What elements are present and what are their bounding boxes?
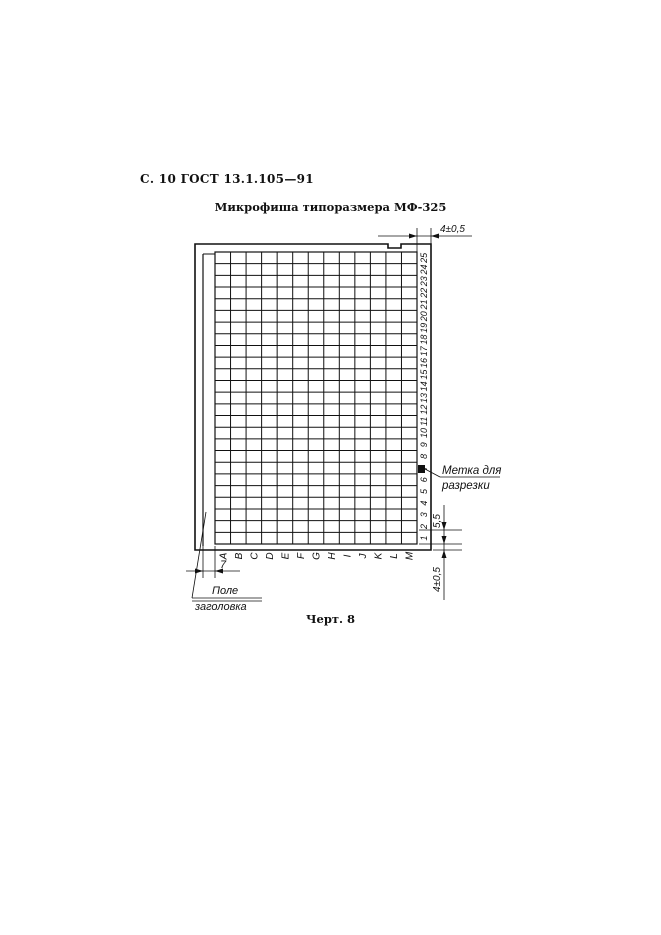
column-label: A	[218, 552, 230, 560]
column-label: M	[404, 551, 416, 561]
row-label: 25	[419, 252, 429, 263]
row-label: 15	[419, 369, 429, 380]
row-label: 4	[419, 500, 429, 506]
row-label: 21	[419, 299, 429, 310]
cut-mark-label-1: Метка для	[442, 465, 502, 477]
row-label: 8	[419, 453, 429, 459]
row-label: 11	[419, 416, 429, 427]
row-label: 13	[419, 392, 429, 404]
row-label: 10	[419, 428, 429, 439]
column-label: E	[280, 552, 292, 560]
row-label: 18	[419, 334, 429, 345]
row-label: 22	[419, 287, 429, 298]
column-label: I	[342, 554, 354, 558]
row-label: 2	[419, 523, 429, 529]
dim-top-arrow-right	[431, 234, 439, 239]
column-label: H	[327, 552, 339, 560]
row-label: 14	[419, 381, 429, 392]
row-label: 1	[419, 535, 429, 541]
column-label: C	[249, 552, 261, 560]
header-field-label-2: заголовка	[195, 601, 247, 613]
row-label: 24	[419, 264, 429, 275]
row-label: 17	[419, 346, 429, 357]
figure-title: Микрофиша типоразмера МФ-325	[214, 200, 447, 214]
column-label: J	[358, 553, 370, 559]
column-label: F	[295, 552, 307, 560]
row-label: 5	[419, 488, 429, 494]
column-label: L	[389, 553, 401, 559]
dim-left-label: 7	[220, 559, 227, 571]
dim-right-arrow-2	[442, 536, 447, 544]
row-label: 12	[419, 404, 429, 415]
row-label: 20	[419, 311, 429, 322]
row-label: 7	[419, 465, 429, 471]
row-label: 9	[419, 442, 429, 448]
dim-right-arrow-3	[442, 550, 447, 558]
row-label: 19	[419, 322, 429, 333]
header-field-label-1: Поле	[212, 585, 239, 597]
dim-top-label: 4±0,5	[440, 224, 465, 235]
dim-row-label: 5,5	[432, 514, 443, 528]
row-label: 23	[419, 276, 429, 287]
cut-mark-label-2: разрезки	[442, 480, 490, 492]
dim-top-arrow-left	[409, 234, 417, 239]
row-label: 3	[419, 512, 429, 518]
figure-caption: Черт. 8	[306, 612, 355, 626]
page-header: С. 10 ГОСТ 13.1.105—91	[140, 172, 314, 186]
frame-grid-border	[215, 252, 417, 544]
column-label: D	[264, 552, 276, 560]
row-label: 16	[419, 357, 429, 368]
column-label: B	[233, 552, 245, 560]
row-label: 6	[419, 477, 429, 483]
dim-bottom-label: 4±0,5	[432, 567, 443, 592]
header-field-leader	[192, 512, 206, 598]
column-label: K	[373, 552, 385, 560]
column-label: G	[311, 552, 323, 560]
